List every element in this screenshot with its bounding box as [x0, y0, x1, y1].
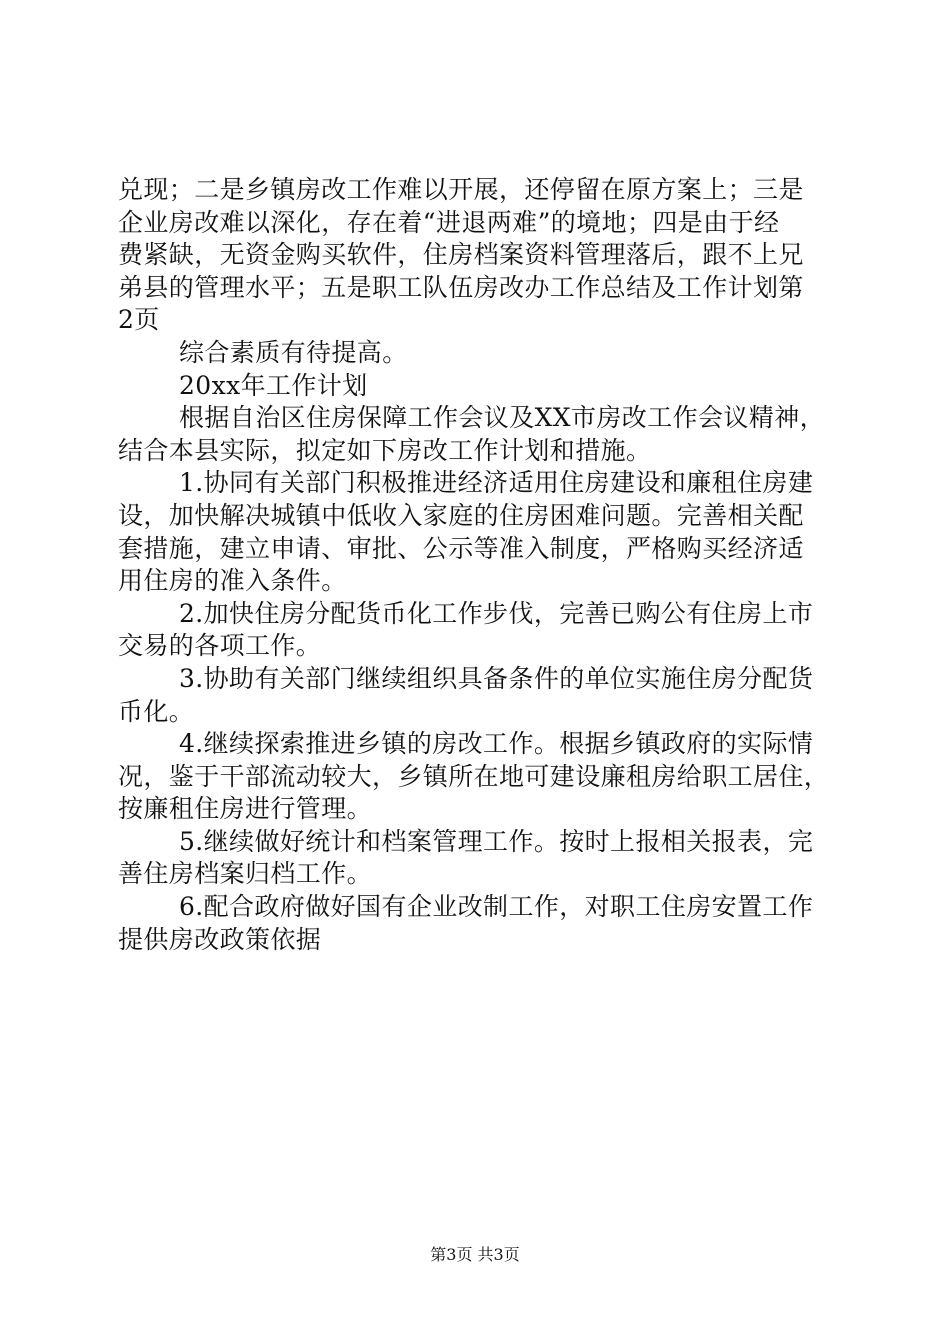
text-line: 善住房档案归档工作。 [118, 859, 373, 889]
section-heading: 20xx年工作计划 [179, 370, 368, 400]
text-line: 况，鉴于干部流动较大，乡镇所在地可建设廉租房给职工居住， [118, 761, 830, 791]
text-line: 用住房的准入条件。 [118, 566, 347, 596]
text-line: 套措施，建立申请、审批、公示等准入制度，严格购买经济适 [118, 533, 804, 563]
text-line: 费紧缺，无资金购买软件，住房档案资料管理落后，跟不上兄 [118, 240, 804, 270]
text-line: 2页 [118, 305, 160, 335]
text-line: 币化。 [118, 696, 195, 726]
list-item-1: 1.协同有关部门积极推进经济适用住房建设和廉租住房建 [179, 468, 814, 498]
page-footer: 第3页 共3页 [430, 1245, 520, 1264]
list-item-5: 5.继续做好统计和档案管理工作。按时上报相关报表，完 [179, 826, 814, 856]
document-body [118, 174, 834, 956]
text-line: 弟县的管理水平；五是职工队伍房改办工作总结及工作计划第 [118, 272, 804, 302]
text-line: 交易的各项工作。 [118, 631, 322, 661]
text-line: 兑现；二是乡镇房改工作难以开展，还停留在原方案上；三是 [118, 175, 804, 204]
text-line: 企业房改难以深化，存在着“进退两难”的境地；四是由于经 [118, 207, 780, 237]
list-item-4: 4.继续探索推进乡镇的房改工作。根据乡镇政府的实际情 [179, 729, 814, 759]
list-item-2: 2.加快住房分配货币化工作步伐，完善已购公有住房上市 [179, 598, 814, 628]
list-item-3: 3.协助有关部门继续组织具备条件的单位实施住房分配货 [179, 663, 814, 693]
text-line: 设，加快解决城镇中低收入家庭的住房困难问题。完善相关配 [118, 500, 804, 530]
list-item-6: 6.配合政府做好国有企业改制工作，对职工住房安置工作 [179, 892, 814, 922]
text-line: 根据自治区住房保障工作会议及XX市房改工作会议精神， [179, 403, 825, 433]
text-line: 按廉租住房进行管理。 [118, 794, 373, 824]
text-line: 结合本县实际，拟定如下房改工作计划和措施。 [118, 435, 652, 465]
text-line: 提供房改政策依据 [118, 924, 322, 954]
text-line: 综合素质有待提高。 [179, 337, 408, 367]
